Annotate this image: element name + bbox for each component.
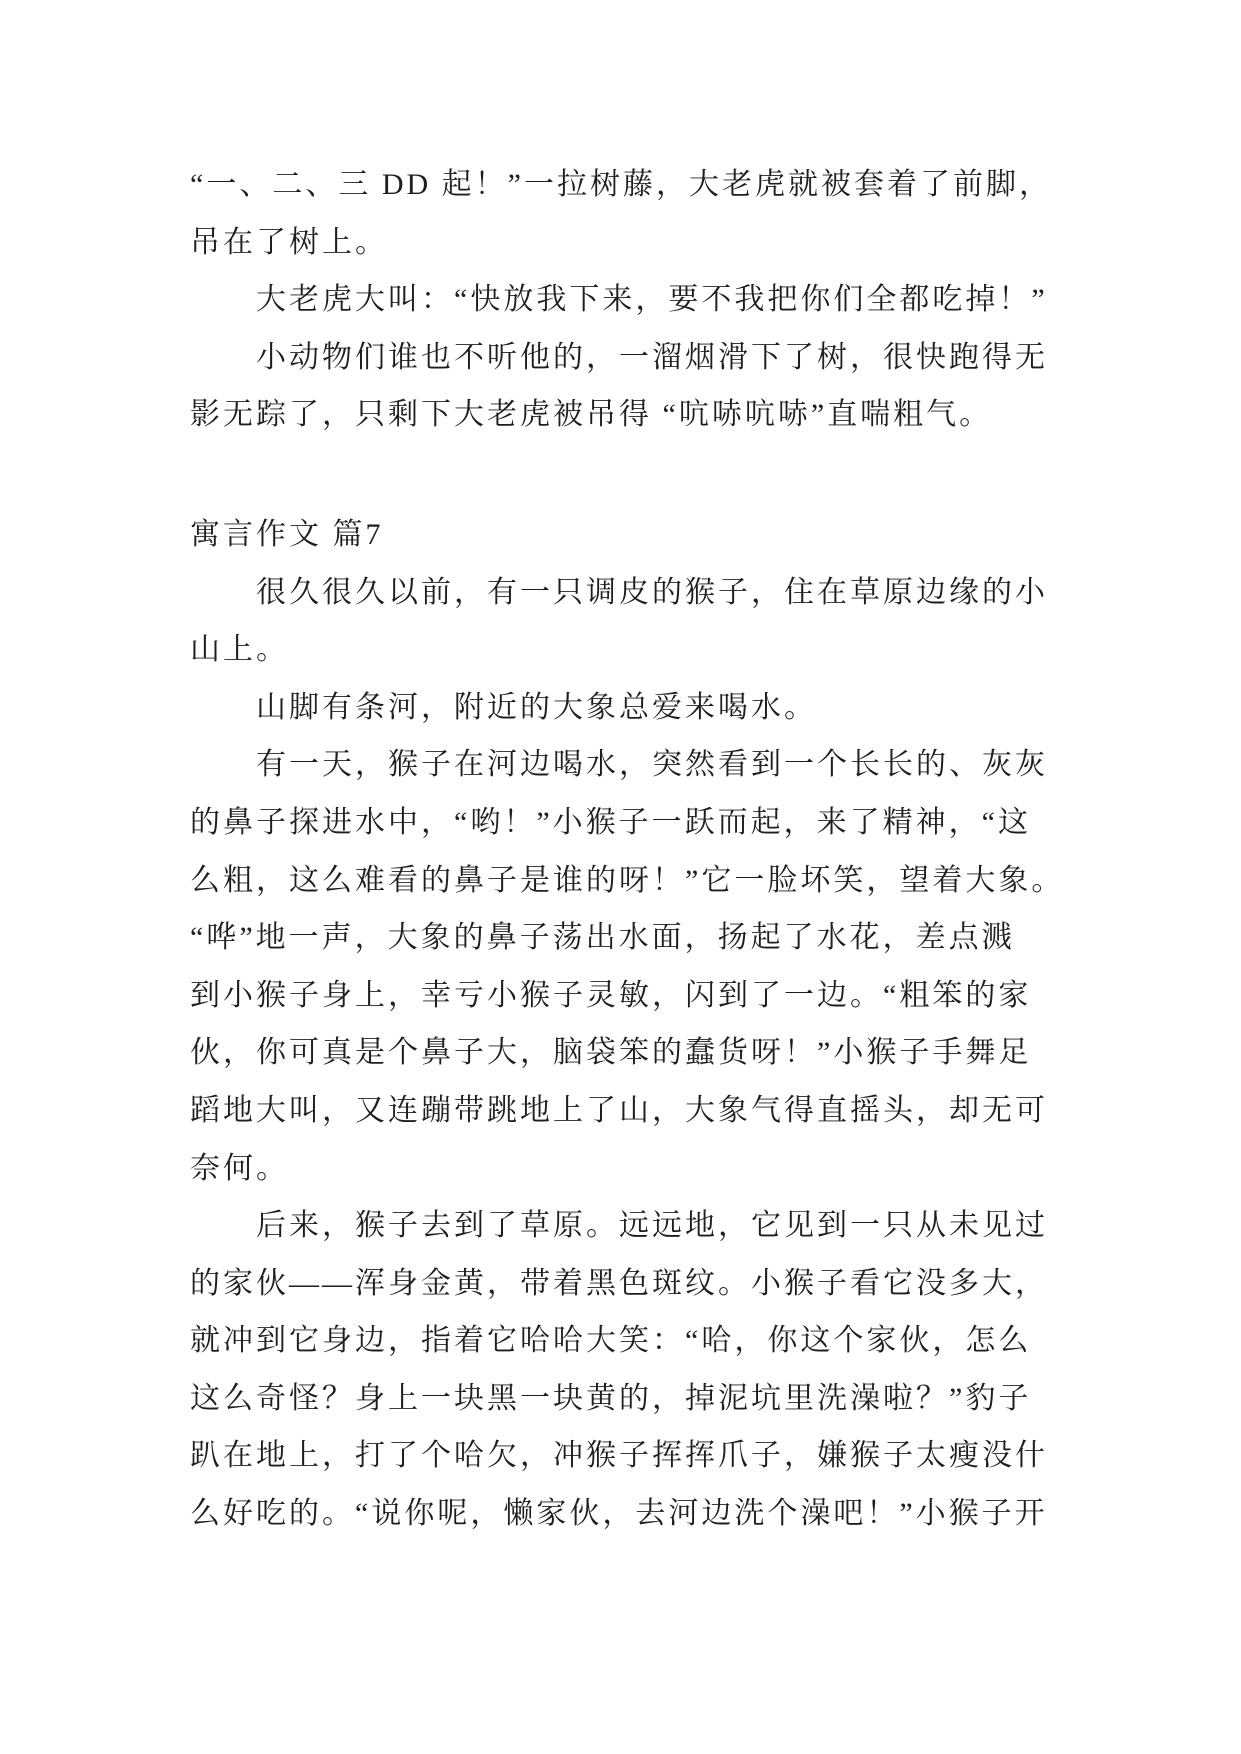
text-line: 后来，猴子去到了草原。远远地，它见到一只从未见过: [256, 1209, 1048, 1243]
text-line: “哗”地一声，大象的鼻子荡出水面，扬起了水花，差点溅: [190, 921, 1015, 955]
text-line: 大老虎大叫：“快放我下来，要不我把你们全都吃掉！”: [256, 283, 1048, 317]
text-line: 山上。: [190, 633, 289, 667]
text-line: 伙，你可真是个鼻子大，脑袋笨的蠢货呀！”小猴子手舞足: [190, 1036, 1032, 1070]
paragraph: [190, 1197, 1190, 1543]
text-line: 么粗，这么难看的鼻子是谁的呀！”它一脸坏笑，望着大象。: [190, 863, 1065, 897]
document-body: [190, 156, 1190, 1543]
text-line: 吊在了树上。: [190, 225, 388, 259]
paragraph: [190, 736, 1190, 1197]
paragraph: [190, 679, 1190, 737]
text-line: 就冲到它身边，指着它哈哈大笑：“哈，你这个家伙，怎么: [190, 1324, 1032, 1358]
paragraph: [190, 271, 1190, 329]
paragraph: [190, 156, 1190, 271]
text-line: 山脚有条河，附近的大象总爱来喝水。: [256, 690, 817, 724]
text-line: 蹈地大叫，又连蹦带跳地上了山，大象气得直摇头，却无可: [190, 1093, 1048, 1127]
paragraph: [190, 564, 1190, 679]
text-line: 趴在地上，打了个哈欠，冲猴子挥挥爪子，嫌猴子太瘦没什: [190, 1439, 1048, 1473]
text-line: 有一天，猴子在河边喝水，突然看到一个长长的、灰灰: [256, 748, 1048, 782]
section-heading: 寓言作文 篇7: [190, 517, 384, 551]
text-line: 的鼻子探进水中，“哟！”小猴子一跃而起，来了精神，“这: [190, 805, 1031, 839]
text-line: 的家伙——浑身金黄，带着黑色斑纹。小猴子看它没多大，: [190, 1266, 1048, 1300]
text-line: 很久很久以前，有一只调皮的猴子，住在草原边缘的小: [256, 575, 1048, 609]
text-line: “一、二、三 DD 起！”一拉树藤，大老虎就被套着了前脚，: [190, 168, 1052, 201]
text-line: 么好吃的。“说你呢，懒家伙，去河边洗个澡吧！”小猴子开: [190, 1497, 1048, 1531]
text-line: 奈何。: [190, 1151, 289, 1185]
text-line: 到小猴子身上，幸亏小猴子灵敏，闪到了一边。“粗笨的家: [190, 978, 1032, 1012]
text-line: 这么奇怪？身上一块黑一块黄的，掉泥坑里洗澡啦？”豹子: [190, 1381, 1032, 1415]
text-line: 小动物们谁也不听他的，一溜烟滑下了树，很快跑得无: [256, 340, 1048, 374]
text-line: 影无踪了，只剩下大老虎被吊得 “吭哧吭哧”直喘粗气。: [190, 398, 993, 432]
paragraph: [190, 329, 1190, 444]
